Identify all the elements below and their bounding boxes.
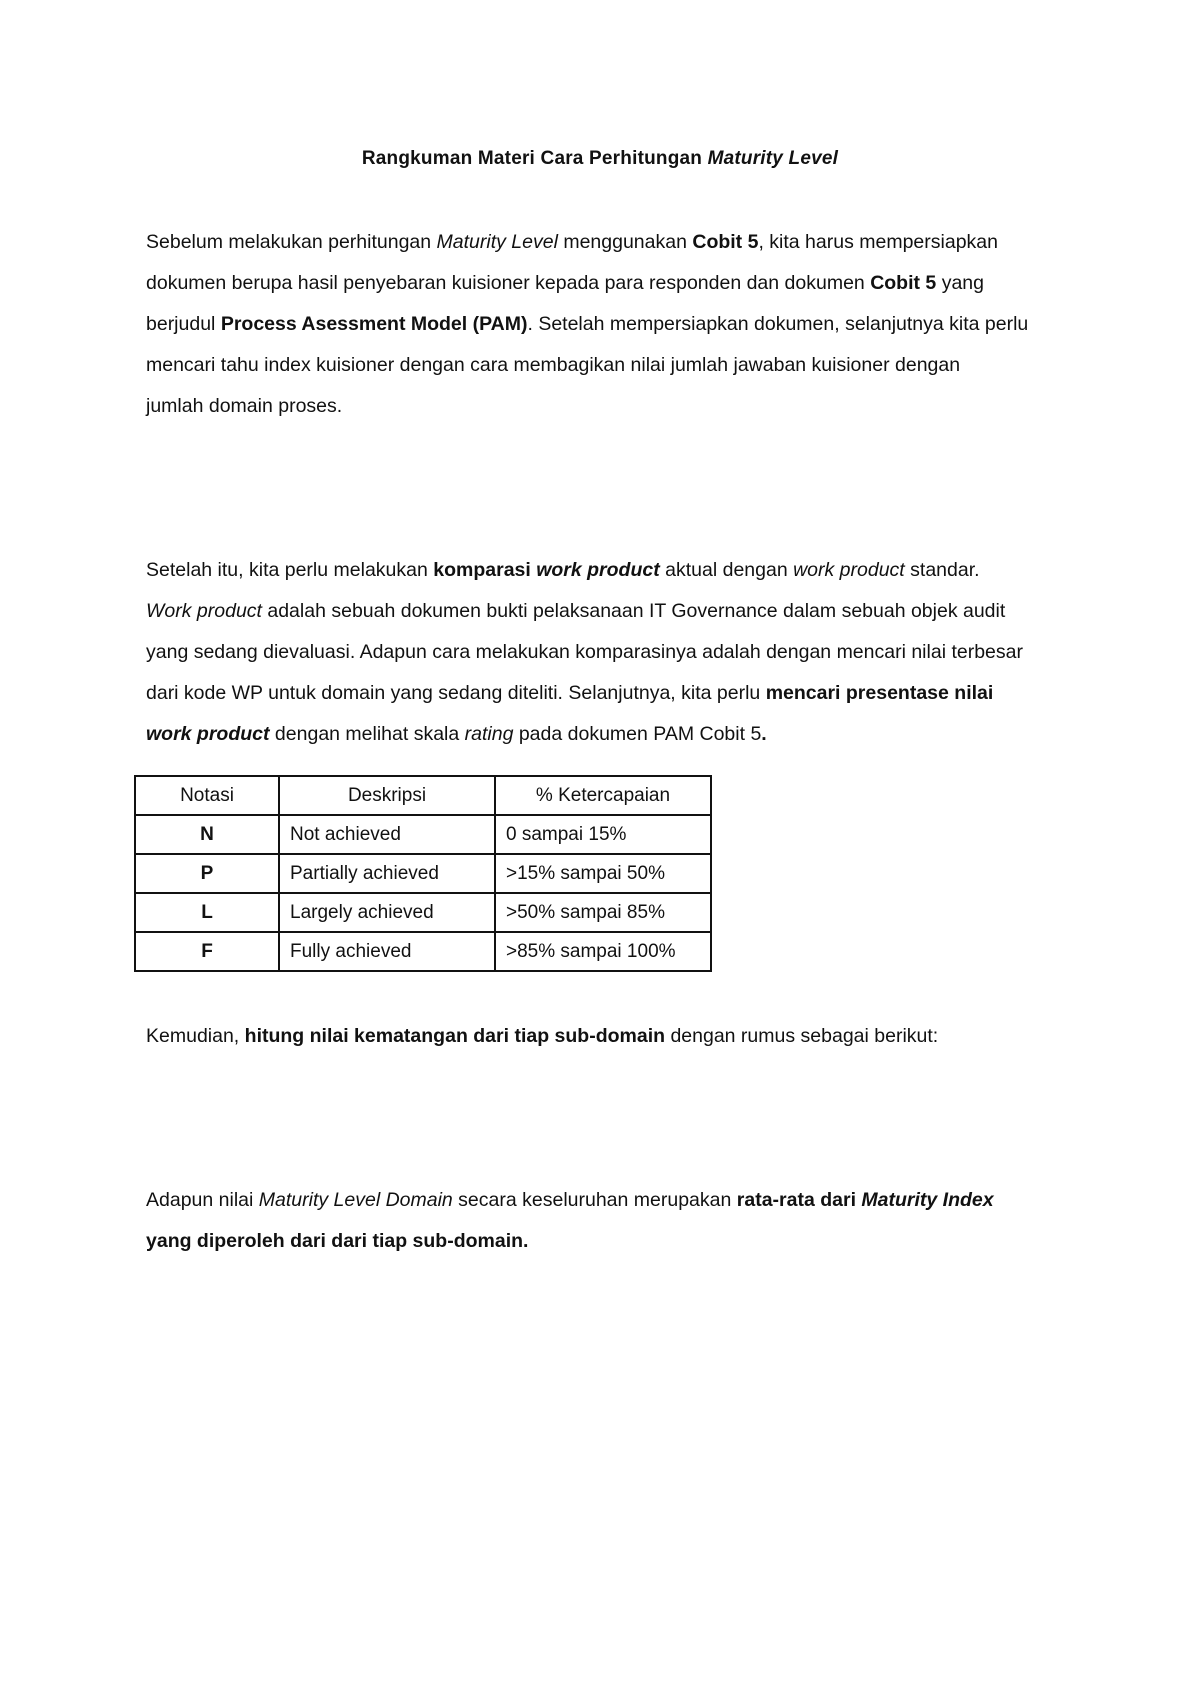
cell-notasi: P xyxy=(135,854,279,893)
text-run-bold: . xyxy=(761,723,767,745)
cell-ketercapaian: >85% sampai 100% xyxy=(495,932,711,971)
text-run-bold: yang diperoleh dari dari tiap sub-domain. xyxy=(146,1230,529,1252)
table-row xyxy=(135,893,711,932)
paragraph-line xyxy=(146,263,1076,304)
cell-ketercapaian: >50% sampai 85% xyxy=(495,893,711,932)
rating-scale-table xyxy=(134,775,712,972)
text-run-bold: Cobit 5 xyxy=(870,272,937,294)
text-run: berjudul xyxy=(146,313,221,335)
text-run: standar. xyxy=(904,559,980,581)
paragraph-line xyxy=(146,1221,1076,1262)
text-run-bold: Process Asessment Model (PAM) xyxy=(220,313,528,335)
table-row xyxy=(135,932,711,971)
text-run: Adapun nilai xyxy=(146,1189,259,1211)
text-run: Sebelum melakukan perhitungan xyxy=(146,231,437,253)
text-run: menggunakan xyxy=(557,231,693,253)
paragraph-line: mencari tahu index kuisioner dengan cara membagikan nilai jumlah jawaban kuisioner dengan xyxy=(146,354,961,376)
paragraph-line xyxy=(146,591,1076,632)
paragraph-line: yang sedang dievaluasi. Adapun cara melakukan komparasinya adalah dengan mencari nilai terbesar xyxy=(146,641,1023,663)
text-run: aktual dengan xyxy=(659,559,794,581)
cell-deskripsi: Not achieved xyxy=(279,815,495,854)
table-row xyxy=(135,854,711,893)
text-run: dokumen berupa hasil penyebaran kuisioner kepada para responden dan dokumen xyxy=(146,272,871,294)
cell-deskripsi: Fully achieved xyxy=(279,932,495,971)
paragraph-work-product xyxy=(146,550,1076,755)
text-run-bold: komparasi xyxy=(433,559,537,581)
text-run-bold-italic: work product xyxy=(536,559,660,581)
text-run: dengan melihat skala xyxy=(269,723,465,745)
text-run-bold-italic: work product xyxy=(146,723,270,745)
paragraph-line xyxy=(146,714,1076,755)
text-run: dengan rumus sebagai berikut: xyxy=(665,1025,939,1047)
text-run-bold-italic: Maturity Index xyxy=(861,1189,994,1211)
paragraph-maturity-calc xyxy=(146,1016,1076,1057)
column-header-deskripsi: Deskripsi xyxy=(279,776,495,815)
paragraph-line xyxy=(146,222,1076,263)
cell-notasi: L xyxy=(135,893,279,932)
table-header-row xyxy=(135,776,711,815)
text-run: pada dokumen PAM Cobit 5 xyxy=(513,723,762,745)
text-run-bold: rata-rata dari xyxy=(736,1189,862,1211)
text-run: . Setelah mempersiapkan dokumen, selanjutnya kita perlu xyxy=(527,313,1029,335)
paragraph-intro xyxy=(146,222,1076,427)
column-header-ketercapaian: % Ketercapaian xyxy=(495,776,711,815)
column-header-notasi: Notasi xyxy=(135,776,279,815)
cell-ketercapaian: >15% sampai 50% xyxy=(495,854,711,893)
text-run-italic: Work product xyxy=(146,600,262,622)
text-run: , kita harus mempersiapkan xyxy=(758,231,998,253)
paragraph-line xyxy=(146,673,1076,714)
text-run-italic: Maturity Level Domain xyxy=(258,1189,453,1211)
cell-notasi: N xyxy=(135,815,279,854)
paragraph-line xyxy=(146,1180,1076,1221)
text-run: dari kode WP untuk domain yang sedang diteliti. Selanjutnya, kita perlu xyxy=(146,682,766,704)
text-run-bold: hitung nilai kematangan dari tiap sub-domain xyxy=(244,1025,666,1047)
text-run-italic: rating xyxy=(464,723,514,745)
text-run-italic: Maturity Level xyxy=(436,231,558,253)
text-run-italic: work product xyxy=(793,559,905,581)
paragraph-line: jumlah domain proses. xyxy=(146,395,343,417)
cell-ketercapaian: 0 sampai 15% xyxy=(495,815,711,854)
paragraph-line xyxy=(146,550,1076,591)
text-run-bold: mencari presentase nilai xyxy=(765,682,994,704)
table-row xyxy=(135,815,711,854)
text-run: Kemudian, xyxy=(146,1025,245,1047)
document-title xyxy=(0,148,1200,170)
paragraph-line xyxy=(146,304,1076,345)
paragraph-line xyxy=(146,1016,1076,1057)
text-run-bold: Cobit 5 xyxy=(692,231,759,253)
text-run: adalah sebuah dokumen bukti pelaksanaan IT Governance dalam sebuah objek audit xyxy=(261,600,1006,622)
cell-deskripsi: Partially achieved xyxy=(279,854,495,893)
text-run: secara keseluruhan merupakan xyxy=(452,1189,737,1211)
paragraph-conclusion xyxy=(146,1180,1076,1262)
cell-deskripsi: Largely achieved xyxy=(279,893,495,932)
text-run: yang xyxy=(936,272,984,294)
cell-notasi: F xyxy=(135,932,279,971)
text-run: Setelah itu, kita perlu melakukan xyxy=(146,559,434,581)
title-italic-text: Maturity Level xyxy=(707,148,839,169)
title-text: Rangkuman Materi Cara Perhitungan xyxy=(361,148,708,169)
